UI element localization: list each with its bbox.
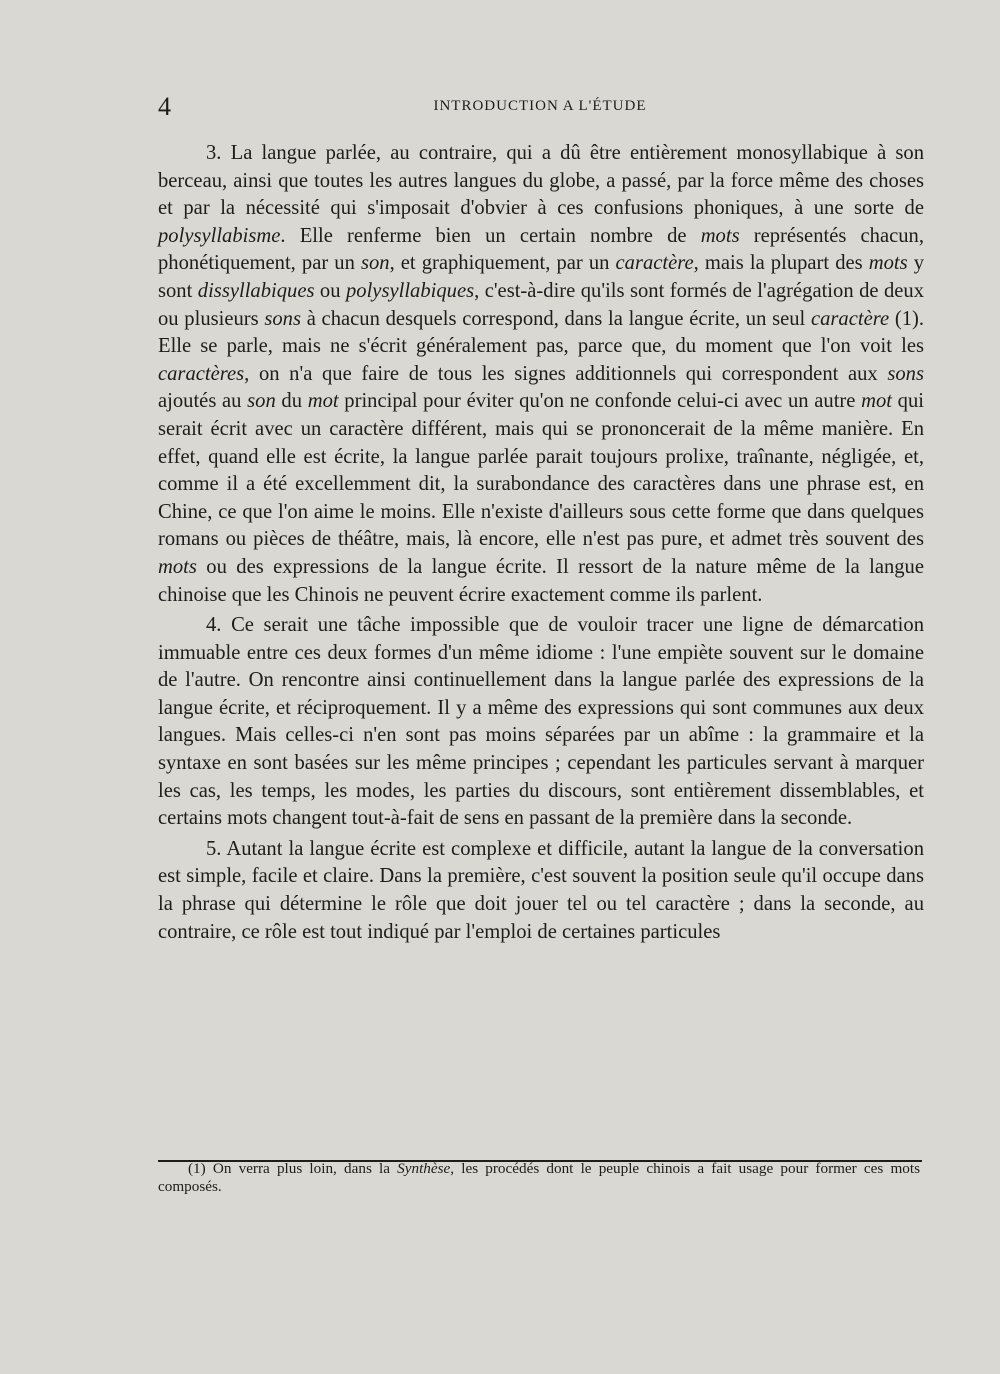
text-run: , les procédés dont le peuple chinois a fait usage pour former ces mots composés. <box>158 1160 920 1195</box>
text-run: représentés chacun, phonétiquement, par un <box>158 224 924 275</box>
text-run: 4. Ce serait une tâche impossible que de vouloir tracer une ligne de démarcation immuable entre ces deux formes d'un même idiome : l'une empiète souvent sur le domaine de l'autre. On rencontre ainsi continuellement dans la langue parlée des expressions de la langue écrite, et réciproquement. Il y a même des expressions qui sont communes aux deux langues. Mais celles-ci n'en sont pas moins séparées par un abîme : la grammaire et la syntaxe en sont basées sur les même principes ; cependant les particules servant à marquer les cas, les temps, les modes, les parties du discours, sont entièrement dissemblables, et certains mots changent tout-à-fait de sens en passant de la première dans la seconde. <box>158 614 924 830</box>
italic-term: dissyllabiques <box>197 279 315 302</box>
italic-term: polysyllabisme <box>158 224 281 247</box>
text-run: y sont <box>158 252 925 302</box>
text-run: ajoutés au <box>158 390 248 413</box>
paragraph-3 <box>158 140 924 609</box>
italic-term: mot <box>861 390 892 413</box>
italic-term: mots <box>868 252 908 275</box>
italic-term: mots <box>700 224 740 247</box>
text-run: 5. Autant la langue écrite est complexe et difficile, autant la langue de la conversation est simple, facile et claire. Dans la première, c'est souvent la position seule qu'il occupe dans la phrase qui détermine le rôle que doit jouer tel ou tel caractère ; dans la seconde, au contraire, ce rôle est tout indiqué par l'emploi de certaines particules <box>158 837 924 943</box>
text-run: , on n'a que faire de tous les signes additionnels qui correspondent aux <box>244 362 888 385</box>
italic-term: polysyllabiques <box>345 279 475 302</box>
text-run: 3. La langue parlée, au contraire, qui a dû être entièrement monosyllabique à son berceau, ainsi que toutes les autres langues du globe, a passé, par la force même des choses et par la nécessité qui s'imposait d'obvier à ces confusions phoniques, à une sorte de <box>158 142 924 220</box>
italic-term: caractères <box>158 362 245 385</box>
text-run: , mais la plupart des <box>693 252 869 275</box>
page-number: 4 <box>158 92 171 121</box>
italic-term: Synthèse <box>397 1160 451 1177</box>
footnote-1 <box>158 1160 920 1196</box>
text-run: ou <box>314 279 346 302</box>
italic-term: sons <box>264 307 301 330</box>
text-run: à chacun desquels correspond, dans la langue écrite, un seul <box>301 307 811 330</box>
text-run: du <box>275 390 308 413</box>
italic-term: caractère <box>810 307 890 330</box>
text-run: . Elle renferme bien un certain nombre de <box>280 224 701 247</box>
text-run: principal pour éviter qu'on ne confonde celui-ci avec un autre <box>338 390 862 413</box>
text-run: (1) On verra plus loin, dans la <box>188 1160 398 1177</box>
footnote <box>158 1160 920 1196</box>
italic-term: mot <box>307 390 339 413</box>
text-run: ou des expressions de la langue écrite. Il ressort de la nature même de la langue chinoise que les Chinois ne peuvent écrire exactement comme ils parlent. <box>158 555 924 606</box>
italic-term: son <box>360 252 390 275</box>
page-header <box>158 92 922 122</box>
running-title: INTRODUCTION A L'ÉTUDE <box>433 98 647 114</box>
paragraph-4 <box>158 612 924 833</box>
text-run: (1). Elle se parle, mais ne s'écrit généralement pas, parce que, du moment que l'on voit les <box>158 307 924 358</box>
italic-term: sons <box>887 362 924 385</box>
body-text <box>158 140 924 946</box>
paragraph-5 <box>158 836 924 946</box>
text-run: , c'est-à-dire qu'ils sont formés de l'agrégation de deux ou plusieurs <box>158 279 924 330</box>
text-run: qui serait écrit avec un caractère différent, mais qui se prononcerait de la même manière. En effet, quand elle est écrite, la langue parlée parait toujours prolixe, traînante, négligée, et, comme il a été excellemment dit, la surabondance des caractères dans une phrase est, en Chine, ce que l'on aime le moins. Elle n'existe d'ailleurs sous cette forme que dans quelques romans ou pièces de théâtre, mais, là encore, elle n'est pas pure, et admet très souvent des <box>158 390 924 551</box>
text-run: , et graphiquement, par un <box>389 252 616 275</box>
italic-term: son <box>247 390 276 413</box>
italic-term: caractère <box>615 252 694 275</box>
italic-term: mots <box>158 555 197 578</box>
